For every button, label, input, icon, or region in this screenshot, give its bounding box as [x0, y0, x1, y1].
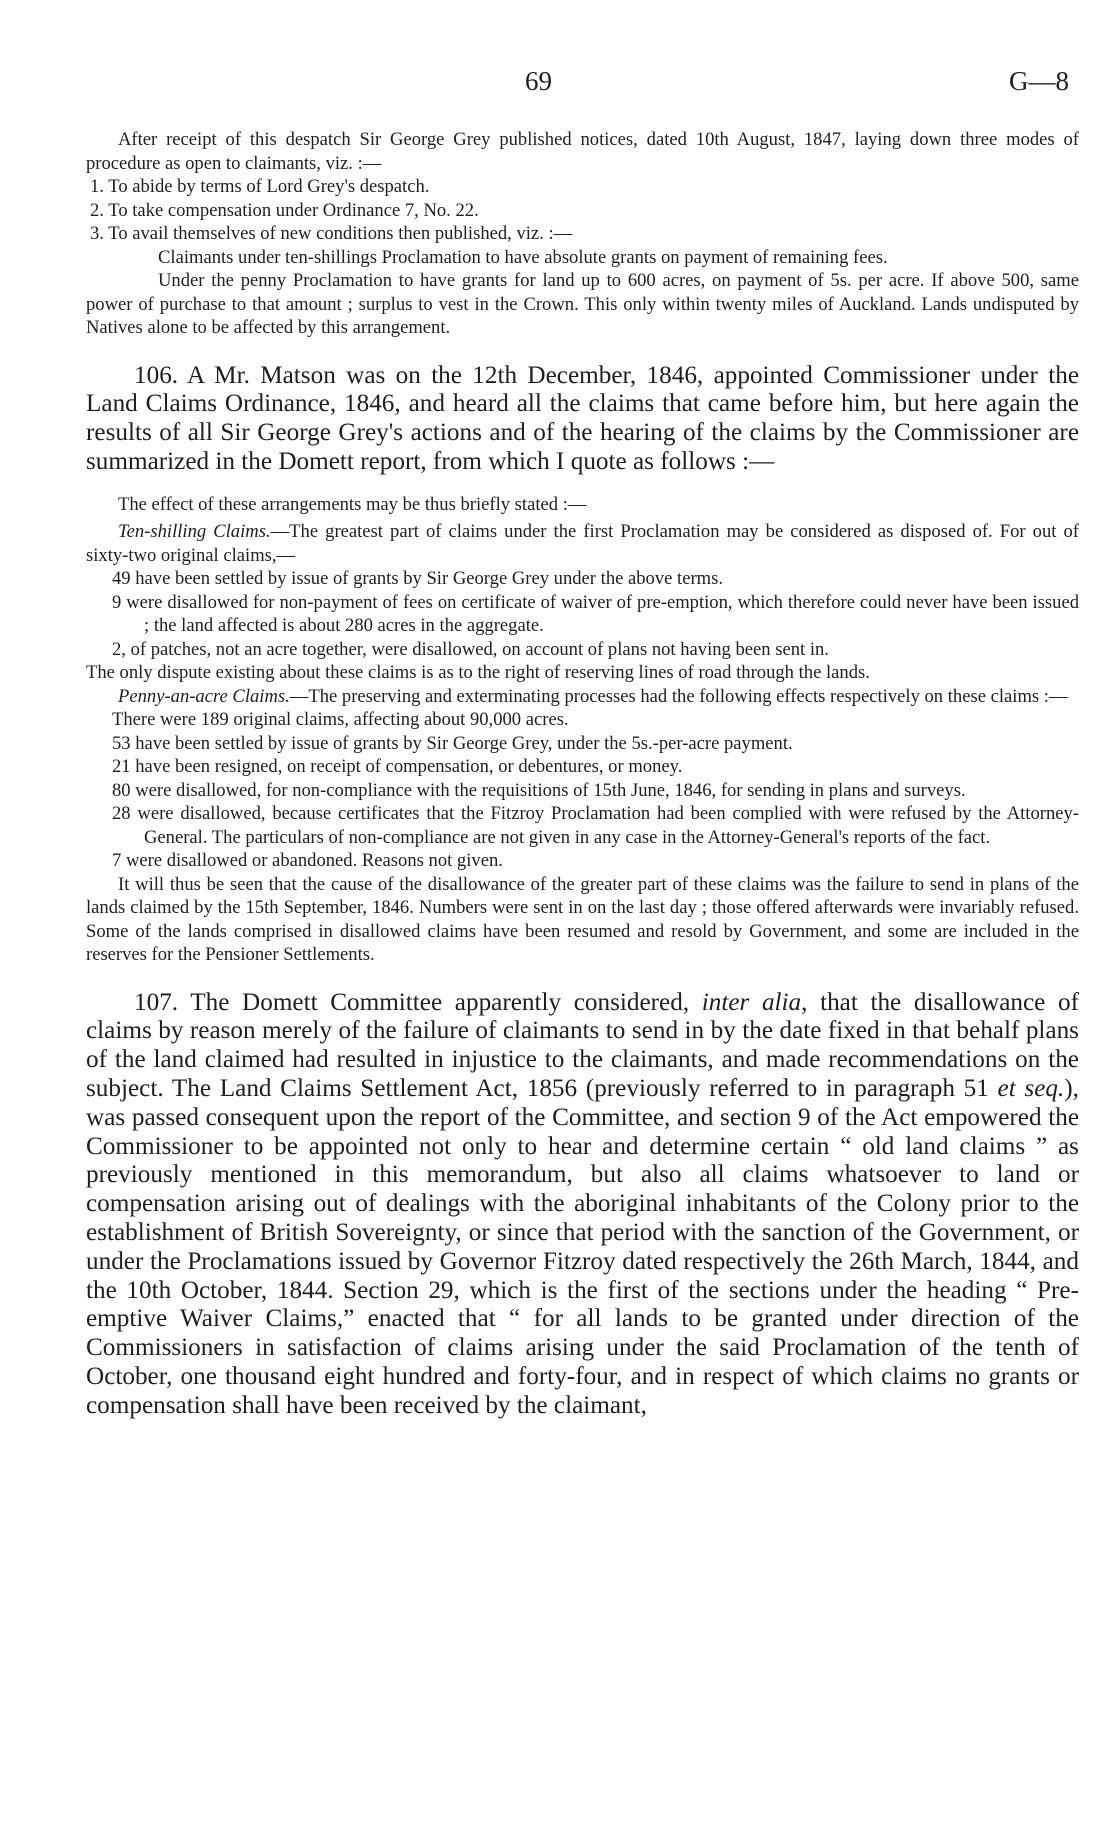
para107-part-3: , that the disallowance of claims by reason merely of the failure of claimants to send in by the date fixed in that behalf plans of the land claimed had resulted in injustice to the claimants, and made recommendations on the subject. The Land Claims Settlement Act, 1856 (previously referred to in paragraph 51: [86, 988, 1079, 1103]
ten-shilling-text: —The greatest part of claims under the first Proclamation may be considered as disposed of. For out of sixty-two original claims,—: [86, 521, 1079, 566]
paragraph-106: 106. A Mr. Matson was on the 12th December, 1846, appointed Commissioner under the Land Claims Ordinance, 1846, and heard all the claims that came before him, but here again the results of all Sir George Grey's actions and of the hearing of the claims by the Commissioner are summarized in the Domett report, from which I quote as follows :—: [86, 361, 1079, 475]
penny-text: —The preserving and exterminating processes had the following effects respectively on these claims :—: [289, 685, 1068, 707]
intro-block: [86, 128, 1079, 340]
mode-item-2: 2. To take compensation under Ordinance 7, No. 22.: [90, 199, 479, 221]
quote-closing: It will thus be seen that the cause of the disallowance of the greater part of these claims was the failure to send in plans of the lands claimed by the 15th September, 1846. Numbers were sent in on the last day ; those offered afterwards were invariably refused. Some of the lands comprised in disallowed claims have been resumed and resold by Government, and some are included in the reserves for the Pensioner Settlements.: [86, 873, 1079, 966]
ten-shilling-intro: [86, 520, 1079, 567]
ten-shilling-item-2: 9 were disallowed for non-payment of fees on certificate of waiver of pre-emption, which therefore could never have been issued ; the land affected is about 280 acres in the aggregate.: [112, 591, 1079, 637]
page-code: G—8: [1009, 66, 1069, 96]
mode-item-1: 1. To abide by terms of Lord Grey's despatch.: [90, 176, 430, 197]
page-body: [86, 128, 1079, 1421]
ten-shilling-item-3: 2, of patches, not an acre together, were disallowed, on account of plans not having been sent in.: [112, 638, 829, 660]
penny-item-4: 80 were disallowed, for non-compliance with the requisitions of 15th June, 1846, for sending in plans and surveys.: [112, 779, 966, 801]
penny-item-6: 7 were disallowed or abandoned. Reasons not given.: [112, 850, 503, 872]
domett-quote: [86, 493, 1079, 967]
para107-part-5: ), was passed consequent upon the report of the Committee, and section 9 of the Act empowered the Commissioner to be appointed not only to hear and determine certain “ old land claims ” as previously mentioned in this memorandum, but also all claims whatsoever to land or compensation arising out of dealings with the aboriginal inhabitants of the Colony prior to the establishment of British Sovereignty, or since that period with the sanction of the Government, or under the Proclamations issued by Governor Fitzroy dated respectively the 26th March, 1844, and the 10th October, 1844. Section 29, which is the first of the sections under the heading “ Pre-emptive Waiver Claims,” enacted that “ for all lands to be granted under direction of the Commissioners in satisfaction of claims arising under the said Proclamation of the tenth of October, one thousand eight hundred and forty-four, and in respect of which claims no grants or compensation shall have been received by the claimant,: [86, 1075, 1079, 1419]
page-header: [0, 66, 1114, 100]
ten-shilling-dispute: The only dispute existing about these claims is as to the right of reserving lines of road through the lands.: [86, 662, 870, 684]
penny-item-3: 21 have been resigned, on receipt of compensation, or debentures, or money.: [112, 756, 683, 778]
penny-intro: [86, 685, 1079, 709]
penny-condition: Under the penny Proclamation to have grants for land up to 600 acres, on payment of 5s. per acre. If above 500, same power of purchase to that amount ; surplus to vest in the Crown. This only within twenty miles of Auckland. Lands undisputed by Natives alone to be affected by this arrangement.: [86, 270, 1079, 338]
penny-item-2: 53 have been settled by issue of grants by Sir George Grey, under the 5s.-per-acre payment.: [112, 732, 793, 754]
penny-heading: Penny-an-acre Claims.: [118, 685, 290, 707]
ten-shilling-heading: Ten-shilling Claims.: [118, 521, 271, 543]
quote-effect: The effect of these arrangements may be thus briefly stated :—: [118, 493, 587, 515]
paragraph-107: [86, 989, 1079, 1421]
intro-lead: After receipt of this despatch Sir George Grey published notices, dated 10th August, 1847, laying down three modes of procedure as open to claimants, viz. :—: [86, 129, 1079, 174]
para107-part-1: 107. The Domett Committee apparently considered,: [134, 988, 702, 1016]
mode-item-3: 3. To avail themselves of new conditions then published, viz. :—: [90, 223, 573, 244]
page-number: 69: [525, 66, 552, 96]
penny-item-5: 28 were disallowed, because certificates that the Fitzroy Proclamation had been complied with were refused by the Attorney-General. The particulars of non-compliance are not given in any case in the Attorney-General's reports of the fact.: [112, 803, 1079, 848]
penny-item-1: There were 189 original claims, affecting about 90,000 acres.: [112, 709, 569, 731]
ten-shilling-item-1: 49 have been settled by issue of grants by Sir George Grey under the above terms.: [112, 568, 724, 590]
para107-et-seq: et seq.: [997, 1075, 1065, 1103]
ten-shilling-condition: Claimants under ten-shillings Proclamation to have absolute grants on payment of remaining fees.: [158, 246, 888, 268]
para107-inter-alia: inter alia: [701, 988, 802, 1016]
